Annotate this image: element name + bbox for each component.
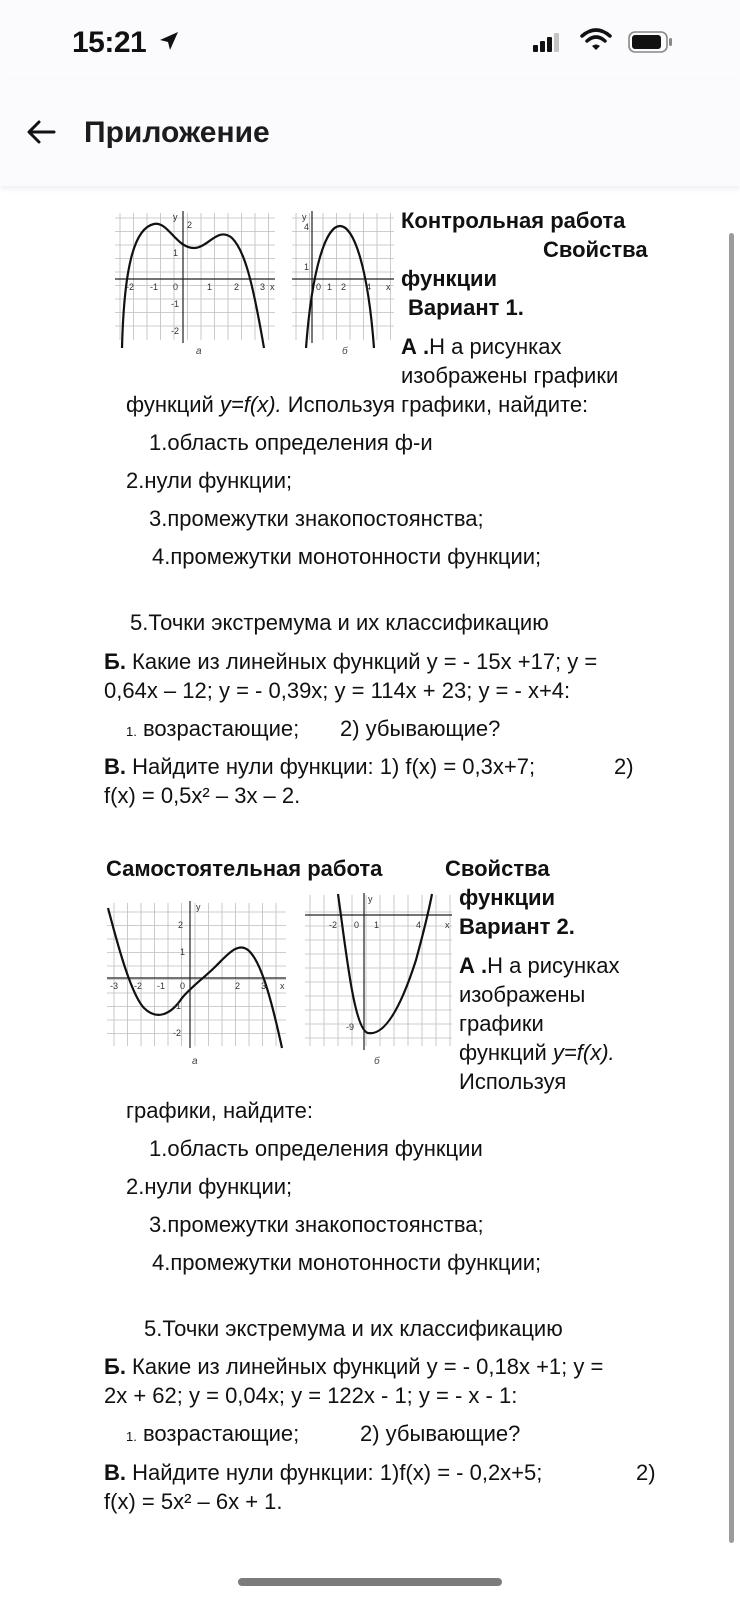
v1-task-b-label: Б. xyxy=(104,649,126,674)
v1-item-5: 5.Точки экстремума и их классификацию xyxy=(130,610,549,635)
graph-1b xyxy=(290,208,398,358)
v2-opt-num: 1. xyxy=(126,1429,137,1444)
arrow-left-icon[interactable] xyxy=(26,118,56,151)
tick: -2 xyxy=(173,1028,182,1038)
v2-task-b-line2: 2х + 62; у = 0,04х; у = 122х - 1; у = - х - 1: xyxy=(104,1383,518,1408)
v1-task-a-label: А . xyxy=(401,334,430,359)
tick: 4 xyxy=(366,282,372,292)
tick: -1 xyxy=(173,1001,182,1011)
v1-task-a-fx: y=f(x). xyxy=(219,392,282,417)
axis-label: y xyxy=(302,212,307,222)
home-indicator[interactable] xyxy=(238,1578,502,1586)
caption: а xyxy=(192,1056,198,1067)
axis-label: x xyxy=(280,981,285,991)
v1-task-a-text: Н а рисунках xyxy=(429,334,562,359)
v1-opt-1: возрастающие; xyxy=(136,716,300,741)
v1-task-a-pre: функций xyxy=(126,392,220,417)
v1-task-a-line2: изображены графики xyxy=(401,363,619,388)
v2-task-v-text: Найдите нули функции: 1)f(x) = - 0,2x+5; xyxy=(126,1460,543,1485)
tick: -1 xyxy=(157,981,166,991)
v1-item-1: 1.область определения ф-и xyxy=(149,430,433,455)
tick: 1 xyxy=(207,282,213,292)
v2-task-a-line4 xyxy=(459,1038,615,1068)
v2-item-5: 5.Точки экстремума и их классификацию xyxy=(144,1316,563,1341)
tick: 4 xyxy=(304,222,310,232)
document-image xyxy=(0,186,726,1566)
v2-task-a-label: А . xyxy=(459,953,488,978)
v1-task-b-line2: 0,64х – 12; у = - 0,39х; у = 114х + 23; у = - х+4: xyxy=(104,678,571,703)
v1-opt-num: 1. xyxy=(126,724,137,739)
tick: -3 xyxy=(110,981,119,991)
page-title: Приложение xyxy=(84,116,270,149)
tick: -2 xyxy=(171,326,180,336)
tick: 3 xyxy=(261,981,267,991)
battery-icon xyxy=(628,30,674,59)
v2-title-right: Свойства xyxy=(445,856,550,881)
axis-label: y xyxy=(368,894,373,904)
v1-task-v-label: В. xyxy=(104,754,126,779)
tick: -2 xyxy=(134,981,143,991)
v2-opt-2: 2) убывающие? xyxy=(360,1421,521,1446)
axis-label: x xyxy=(386,282,391,292)
v2-task-a-text: Н а рисунках xyxy=(487,953,620,978)
v1-item-2: 2.нули функции; xyxy=(126,468,293,493)
tick: 0 xyxy=(316,282,322,292)
v2-task-b-line1 xyxy=(104,1352,603,1382)
axis-label: x xyxy=(270,282,275,292)
tick: 4 xyxy=(416,920,422,930)
tick: 2 xyxy=(341,282,347,292)
v2-item-2: 2.нули функции; xyxy=(126,1174,293,1199)
tick: 0 xyxy=(354,920,360,930)
v1-opt-2: 2) убывающие? xyxy=(340,716,501,741)
tick: 1 xyxy=(374,920,380,930)
location-arrow-icon xyxy=(158,30,180,57)
v2-variant: Вариант 2. xyxy=(459,914,575,939)
v1-task-b-text: Какие из линейных функций у = - 15х +17; у = xyxy=(125,649,598,674)
tick: 1 xyxy=(327,282,333,292)
v2-task-a-pre: функций xyxy=(459,1040,553,1065)
tick: 2 xyxy=(235,981,241,991)
v1-task-a-line3 xyxy=(126,390,588,420)
v1-task-b-line1 xyxy=(104,647,597,677)
app-header xyxy=(0,80,740,186)
v2-task-a-line5: Используя xyxy=(459,1069,567,1094)
tick: 3 xyxy=(260,282,266,292)
axis-label: x xyxy=(445,920,450,930)
graph-2a xyxy=(104,898,290,1068)
tick: -1 xyxy=(171,299,180,309)
v1-task-a-post: Используя графики, найдите: xyxy=(281,392,589,417)
v1-task-b-options xyxy=(126,714,299,747)
caption: б xyxy=(342,346,348,357)
v1-task-v-b: 2) xyxy=(614,754,634,779)
status-time: 15:21 xyxy=(72,26,147,59)
graph-2b xyxy=(302,890,454,1068)
axis-label: y xyxy=(196,902,201,912)
v2-task-v-label: В. xyxy=(104,1460,126,1485)
caption: а xyxy=(196,346,202,357)
v2-task-a-fx: y=f(x). xyxy=(552,1040,615,1065)
v2-task-v-b: 2) xyxy=(636,1460,656,1485)
tick: 2 xyxy=(187,220,193,230)
tick: 2 xyxy=(178,920,184,930)
tick: -9 xyxy=(346,1022,355,1032)
wifi-icon xyxy=(580,28,612,57)
v1-task-v-text: Найдите нули функции: 1) f(x) = 0,3x+7; xyxy=(126,754,536,779)
v2-task-v-line1 xyxy=(104,1458,542,1488)
tick: -2 xyxy=(329,920,338,930)
scrollbar[interactable] xyxy=(729,233,734,1543)
v2-item-3: 3.промежутки знакопостоянства; xyxy=(149,1212,484,1237)
v2-task-a-line6: графики, найдите: xyxy=(126,1098,313,1123)
graph-1a xyxy=(110,208,282,358)
tick: -2 xyxy=(126,282,135,292)
v2-opt-1: возрастающие; xyxy=(136,1421,300,1446)
v1-variant: Вариант 1. xyxy=(408,295,524,320)
v2-task-v-line2: f(x) = 5x² – 6x + 1. xyxy=(104,1489,283,1514)
v2-title-line2: функции xyxy=(459,885,556,910)
tick: 1 xyxy=(180,947,186,957)
v2-title-left: Самостоятельная работа xyxy=(106,856,383,881)
v2-task-a-line2: изображены xyxy=(459,982,586,1007)
v1-title-line2: Свойства xyxy=(543,237,648,262)
v1-title-line1: Контрольная работа xyxy=(401,208,626,233)
v1-item-3: 3.промежутки знакопостоянства; xyxy=(149,506,484,531)
cellular-signal-icon xyxy=(533,32,561,57)
tick: 2 xyxy=(234,282,240,292)
v2-task-a-line3: графики xyxy=(459,1011,544,1036)
tick: 0 xyxy=(180,981,186,991)
v1-task-v-line2: f(x) = 0,5x² – 3x – 2. xyxy=(104,783,301,808)
v2-task-a-line1 xyxy=(459,951,620,981)
v2-task-b-text: Какие из линейных функций у = - 0,18х +1; у = xyxy=(125,1354,604,1379)
axis-label: y xyxy=(173,212,178,222)
v2-task-b-options xyxy=(126,1419,299,1452)
v2-item-1: 1.область определения функции xyxy=(149,1136,483,1161)
tick: -1 xyxy=(150,282,159,292)
caption: б xyxy=(374,1056,380,1067)
status-bar xyxy=(0,0,740,80)
tick: 1 xyxy=(304,262,310,272)
v2-item-4: 4.промежутки монотонности функции; xyxy=(152,1250,542,1275)
tick: 0 xyxy=(173,282,179,292)
v1-title-line3: функции xyxy=(401,266,498,291)
v1-item-4: 4.промежутки монотонности функции; xyxy=(152,544,542,569)
v1-task-v-line1 xyxy=(104,752,535,782)
v1-task-a-line1 xyxy=(401,332,562,362)
v2-task-b-label: Б. xyxy=(104,1354,126,1379)
tick: 1 xyxy=(173,248,179,258)
